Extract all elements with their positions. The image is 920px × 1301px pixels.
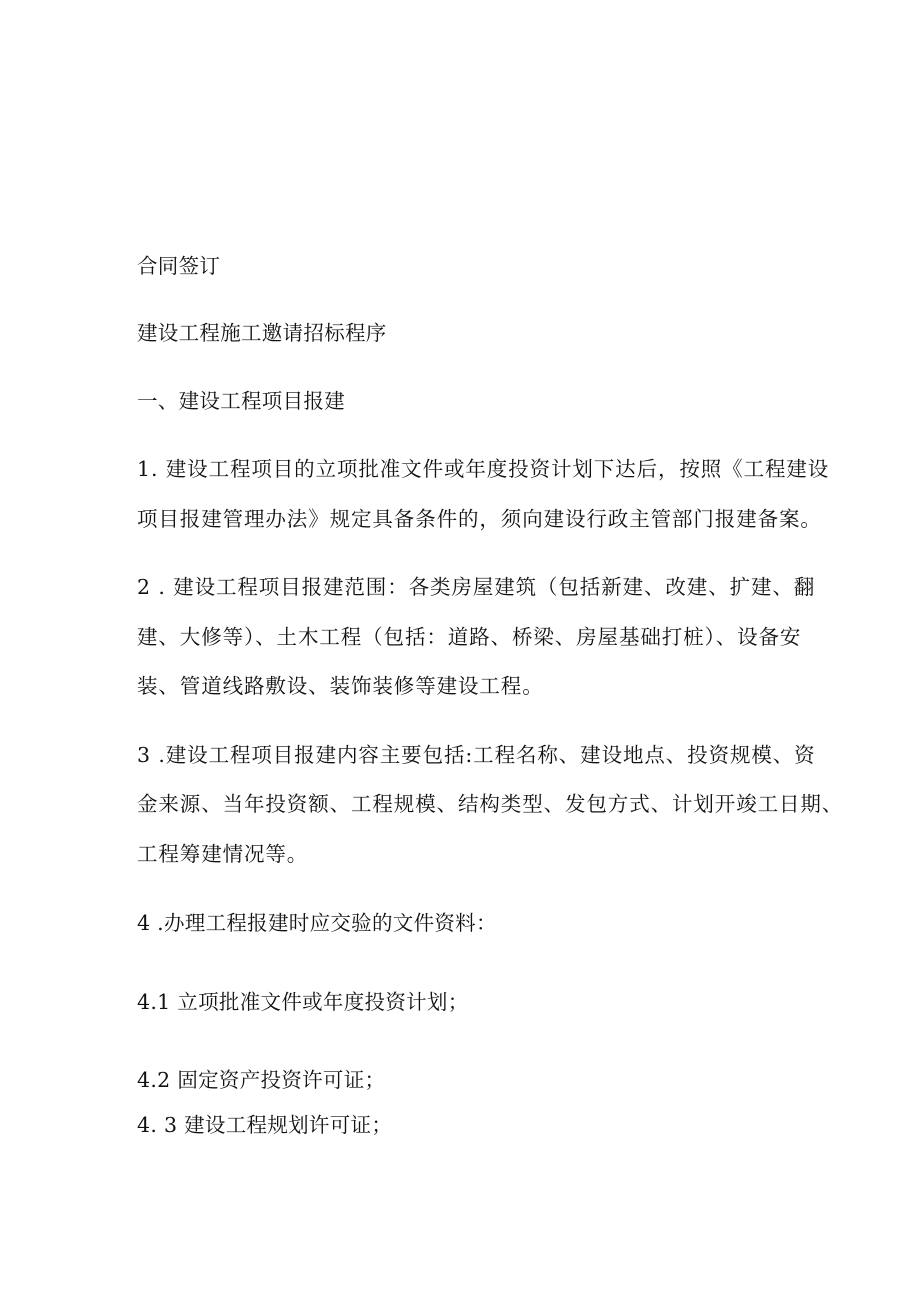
paragraph-3-line-3: 工程筹建情况等。	[137, 842, 309, 866]
paragraph-4-line-1: 4 .办理工程报建时应交验的文件资料：	[137, 911, 497, 935]
list-item-4-1: 4.1 立项批准文件或年度投资计划；	[137, 990, 469, 1014]
paragraph-2-line-2: 建、大修等）、土木工程（包括：道路、桥梁、房屋基础打桩）、设备安	[137, 625, 802, 649]
subtitle: 建设工程施工邀请招标程序	[137, 321, 387, 345]
list-item-4-2: 4.2 固定资产投资许可证；	[137, 1068, 386, 1092]
paragraph-2-line-3: 装、管道线路敷设、装饰装修等建设工程。	[137, 674, 544, 698]
paragraph-2-line-1: 2 . 建设工程项目报建范围：各类房屋建筑（包括新建、改建、扩建、翻	[137, 575, 816, 599]
list-item-4-3: 4. 3 建设工程规划许可证；	[137, 1113, 393, 1137]
paragraph-3-line-1: 3 .建设工程项目报建内容主要包括:工程名称、建设地点、投资规模、资	[137, 743, 816, 767]
paragraph-1-line-1: 1. 建设工程项目的立项批准文件或年度投资计划下达后，按照《工程建设	[137, 457, 830, 481]
section-1-title: 一、建设工程项目报建	[137, 389, 345, 413]
paragraph-1-line-2: 项目报建管理办法》规定具备条件的，须向建设行政主管部门报建备案。	[137, 507, 822, 531]
paragraph-3-line-2: 金来源、当年投资额、工程规模、结构类型、发包方式、计划开竣工日期、	[137, 792, 844, 816]
heading: 合同签订	[137, 254, 221, 278]
